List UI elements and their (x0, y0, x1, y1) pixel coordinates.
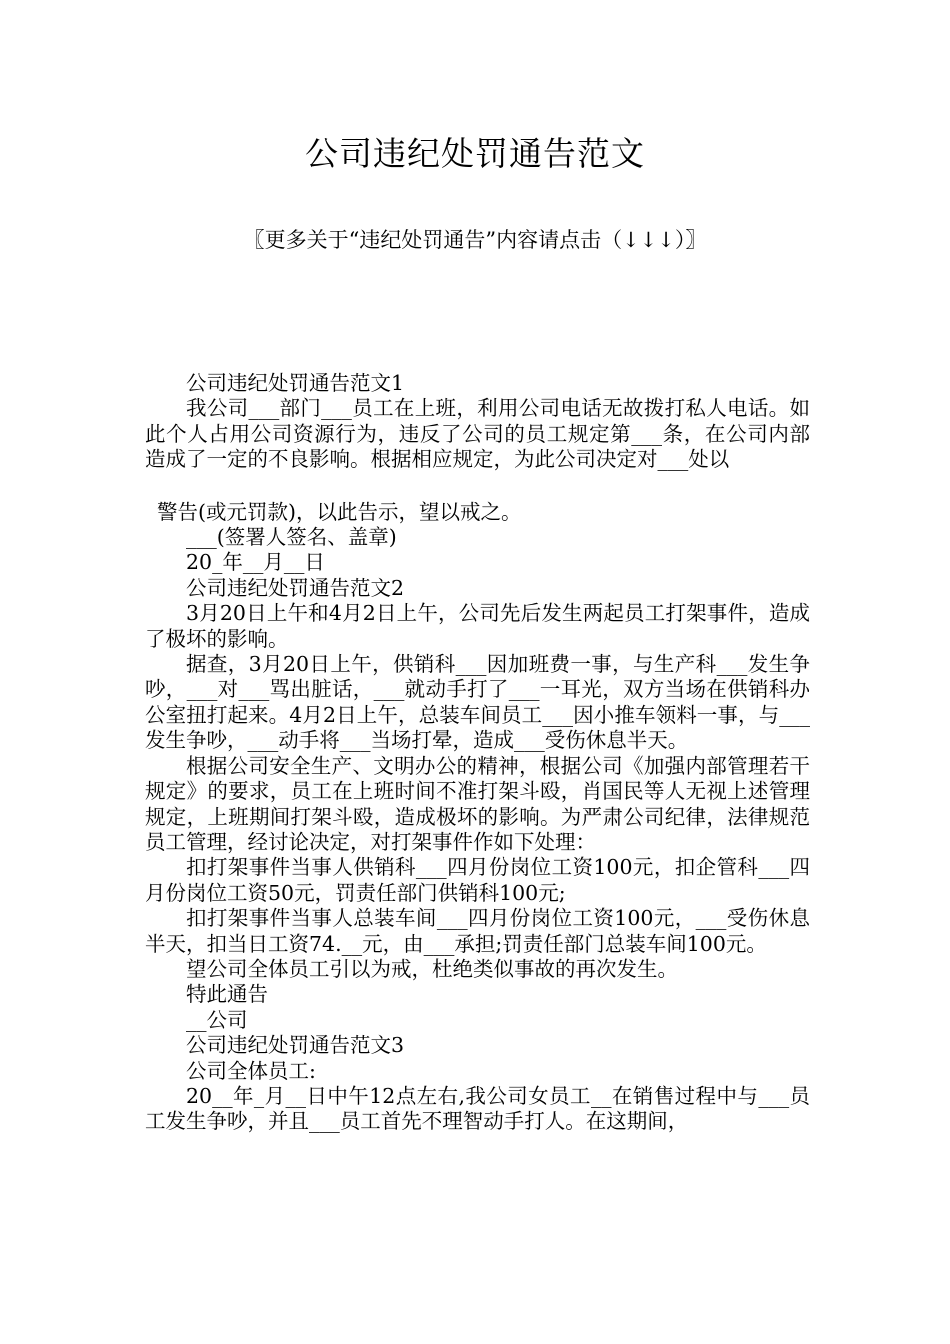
section-heading-3: 公司违纪处罚通告范文3 (186, 1033, 405, 1058)
body-paragraph: 我公司___部门___员工在上班，利用公司电话无故拨打私人电话。如此个人占用公司资源行为，违反了公司的员工规定第___条，在公司内部造成了一定的不良影响。根据相应规定，为此公司决定对___处以 (145, 396, 810, 472)
body-paragraph: 扣打架事件当事人供销科___四月份岗位工资100元，扣企管科___四月份岗位工资50元，罚责任部门供销科100元; (145, 855, 810, 905)
body-paragraph: 据查，3月20日上午，供销科___因加班费一事，与生产科___发生争吵，___对___骂出脏话，___就动手打了___一耳光，双方当场在供销科办公室扭打起来。4月2日上午，总装车间员工___因小推车领料一事，与___发生争吵，___动手将___当场打晕，造成___受伤休息半天。 (145, 652, 810, 753)
more-content-link[interactable]: 〖更多关于“违纪处罚通告”内容请点击（↓↓↓）〗 (243, 228, 707, 252)
company-line: __公司 (186, 1007, 248, 1032)
body-paragraph: 3月20日上午和4月2日上午，公司先后发生两起员工打架事件，造成了极坏的影响。 (145, 601, 810, 651)
salutation-line: 公司全体员工: (186, 1058, 316, 1083)
signature-line: ___(签署人签名、盖章) (186, 525, 397, 550)
body-paragraph: 望公司全体员工引以为戒，杜绝类似事故的再次发生。 (186, 956, 678, 981)
section-heading-1: 公司违纪处罚通告范文1 (186, 371, 405, 395)
spacer (145, 473, 810, 500)
date-line: 20_年__月__日 (186, 550, 325, 575)
warning-line: 警告(或元罚款)，以此告示，望以戒之。 (157, 499, 522, 524)
section-heading-2: 公司违纪处罚通告范文2 (186, 575, 405, 600)
page-title: 公司违纪处罚通告范文 (305, 134, 645, 173)
document-body (145, 371, 810, 1135)
body-paragraph: 20__年_月__日中午12点左右,我公司女员工__在销售过程中与___员工发生争吵，并且___员工首先不理智动手打人。在这期间， (145, 1083, 810, 1134)
body-paragraph: 根据公司安全生产、文明办公的精神，根据公司《加强内部管理若干规定》的要求，员工在上班时间不准打架斗殴，肖国民等人无视上述管理规定，上班期间打架斗殴，造成极坏的影响。为严肃公司纪律，法律规范员工管理，经讨论决定，对打架事件作如下处理： (145, 753, 810, 854)
body-paragraph: 扣打架事件当事人总装车间___四月份岗位工资100元，___受伤休息半天，扣当日工资74.__元，由___承担;罚责任部门总装车间100元。 (145, 906, 810, 956)
notice-line: 特此通告 (186, 982, 268, 1007)
